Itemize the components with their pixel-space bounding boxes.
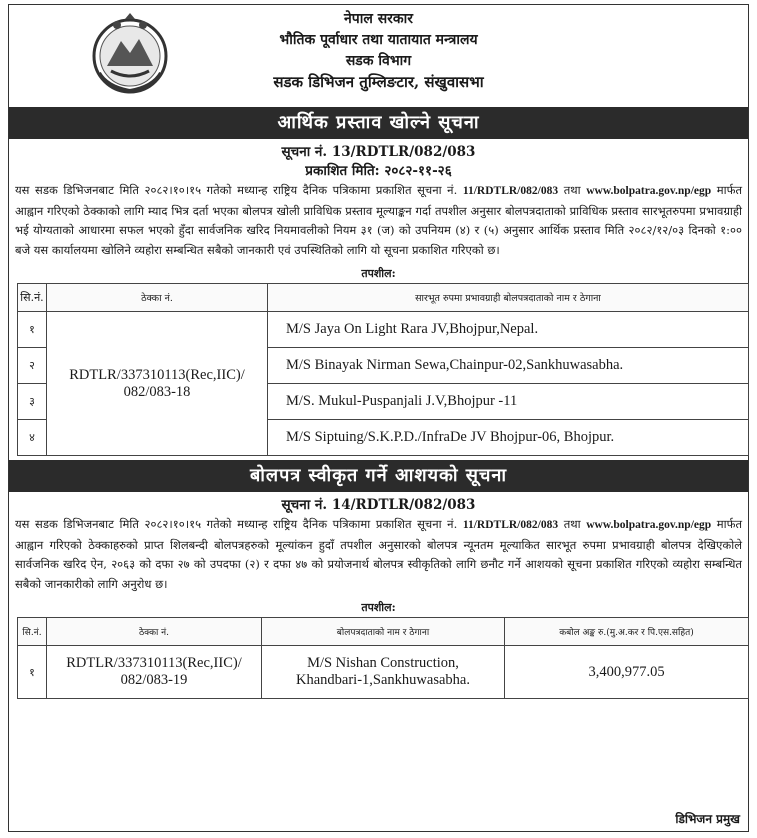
notice1-url: www.bolpatra.gov.np/egp	[586, 185, 712, 197]
bidder-name: M/S Binayak Nirman Sewa,Chainpur-02,Sankhuwasabha.	[268, 348, 749, 384]
letterhead-text	[9, 9, 748, 93]
notice2-table	[17, 617, 749, 699]
notice1-table	[17, 283, 749, 456]
notice2-url: www.bolpatra.gov.np/egp	[586, 519, 712, 531]
col-bidder: बोलपत्रदाताको नाम र ठेगाना	[262, 618, 505, 646]
notice2-body: यस सडक डिभिजनबाट मिति २०८२।१०।१५ गतेको मध्यान्ह राष्ट्रिय दैनिक पत्रिकामा प्रकाशित सूचना नं. 11/RDTLR/082/083 तथा www.bolpatra.gov.np/egp मार्फत आह्वान गरिएको ठेक्काहरुको प्राप्त शिलबन्दी बोलपत्रहरुको मूल्यांकन हुदाँ तपशील अनुसारको बोलपत्र न्यूनतम मूल्याकित सारभूत रुपमा प्रभावग्राही बोलपत्र देखिएकोले सार्वजनिक खरिद ऐन, २०६३ को दफा २७ को उपदफा (२) र दफा ४७ को प्रयोजनार्थ बोलपत्र स्वीकृतिको लागि छनौट गर्ने आशयको सूचना प्रकाशित गरिएको व्यहोरा सम्बन्धित सबैको जानकारीको लागि अनुरोध छ।	[15, 517, 743, 591]
notice2-ref: 11/RDTLR/082/083	[462, 519, 559, 531]
table-row: ४ M/S Siptuing/S.K.P.D./InfraDe JV Bhojpur-06, Bhojpur.	[18, 420, 749, 456]
signature: डिभिजन प्रमुख	[675, 812, 740, 826]
bidder-name: M/S Nishan Construction, Khandbari-1,Sankhuwasabha.	[262, 646, 505, 699]
notice2-tapsil: तपशील:	[361, 601, 396, 614]
table-row: २ M/S Binayak Nirman Sewa,Chainpur-02,Sankhuwasabha.	[18, 348, 749, 384]
contract-ref: RDTLR/337310113(Rec,IIC)/ 082/083-18	[47, 312, 268, 456]
notice1-body: यस सडक डिभिजनबाट मिति २०८२।१०।१५ गतेको मध्यान्ह राष्ट्रिय दैनिक पत्रिकामा प्रकाशित सूचना नं. 11/RDTLR/082/083 तथा www.bolpatra.gov.np/egp मार्फत आह्वान गरिएको ठेक्काको लागि म्याद भित्र दर्ता भएका बोलपत्र खोली प्राविधिक प्रस्ताव मूल्याङ्कन गर्दा तपशील अनुसार बोलपत्रदाताको प्राविधिक प्रस्ताव सारभूतरुपमा प्रभावग्राही भई योग्यताको आधारमा सफल भएको हुँदा सार्वजनिक खरिद नियमावलीको नियम ३१ (ज) को उपनियम (४) र (५) अनुसार आर्थिक प्रस्ताव मिति २०८२/१२/०३ दिनको १:०० बजे यस कार्यालयमा खोलिने व्यहोरा सम्बन्धित सबैको जानकारी एवं उपस्थितिको लागि यो सूचना प्रकाशित गरिएको छ।	[15, 183, 743, 257]
col-amount: कबोल अङ्क रु.(मु.अ.कर र पि.एस.सहित)	[505, 618, 749, 646]
bid-amount: 3,400,977.05	[505, 646, 749, 699]
notice1-banner: आर्थिक प्रस्ताव खोल्ने सूचना	[9, 107, 748, 139]
department-name: सडक विभाग	[345, 53, 412, 69]
table-row: १ RDTLR/337310113(Rec,IIC)/ 082/083-19 M/S Nishan Construction, Khandbari-1,Sankhuwasabha. 3,400,977.05	[18, 646, 749, 699]
col-sn: सि.नं.	[18, 284, 47, 312]
gov-name: नेपाल सरकार	[343, 11, 413, 27]
ministry-name: भौतिक पूर्वाधार तथा यातायात मन्त्रालय	[279, 32, 478, 48]
table-row: ३ M/S. Mukul-Puspanjali J.V,Bhojpur -11	[18, 384, 749, 420]
notice2-number: सूचना नं. 14/RDTLR/082/083	[281, 497, 476, 513]
notice-page	[8, 4, 749, 832]
notice1-ref: 11/RDTLR/082/083	[462, 185, 559, 197]
notice2-banner: बोलपत्र स्वीकृत गर्ने आशयको सूचना	[9, 460, 748, 492]
letterhead	[9, 5, 748, 107]
col-sn: सि.नं.	[18, 618, 47, 646]
notice1-tapsil: तपशील:	[361, 267, 396, 280]
col-contract: ठेक्का नं.	[47, 618, 262, 646]
notice1-number: सूचना नं. 13/RDTLR/082/083	[281, 144, 476, 160]
col-contract: ठेक्का नं.	[47, 284, 268, 312]
table-row: १ RDTLR/337310113(Rec,IIC)/ 082/083-18 M/S Jaya On Light Rara JV,Bhojpur,Nepal.	[18, 312, 749, 348]
notice1-published-date: प्रकाशित मिति: २०८२-११-२६	[305, 163, 452, 179]
contract-ref: RDTLR/337310113(Rec,IIC)/ 082/083-19	[47, 646, 262, 699]
bidder-name: M/S Jaya On Light Rara JV,Bhojpur,Nepal.	[268, 312, 749, 348]
bidder-name: M/S Siptuing/S.K.P.D./InfraDe JV Bhojpur-06, Bhojpur.	[268, 420, 749, 456]
office-name: सडक डिभिजन तुम्लिङटार, संखुवासभा	[273, 73, 484, 91]
bidder-name: M/S. Mukul-Puspanjali J.V,Bhojpur -11	[268, 384, 749, 420]
col-bidder: सारभूत रुपमा प्रभावग्राही बोलपत्रदाताको नाम र ठेगाना	[268, 284, 749, 312]
